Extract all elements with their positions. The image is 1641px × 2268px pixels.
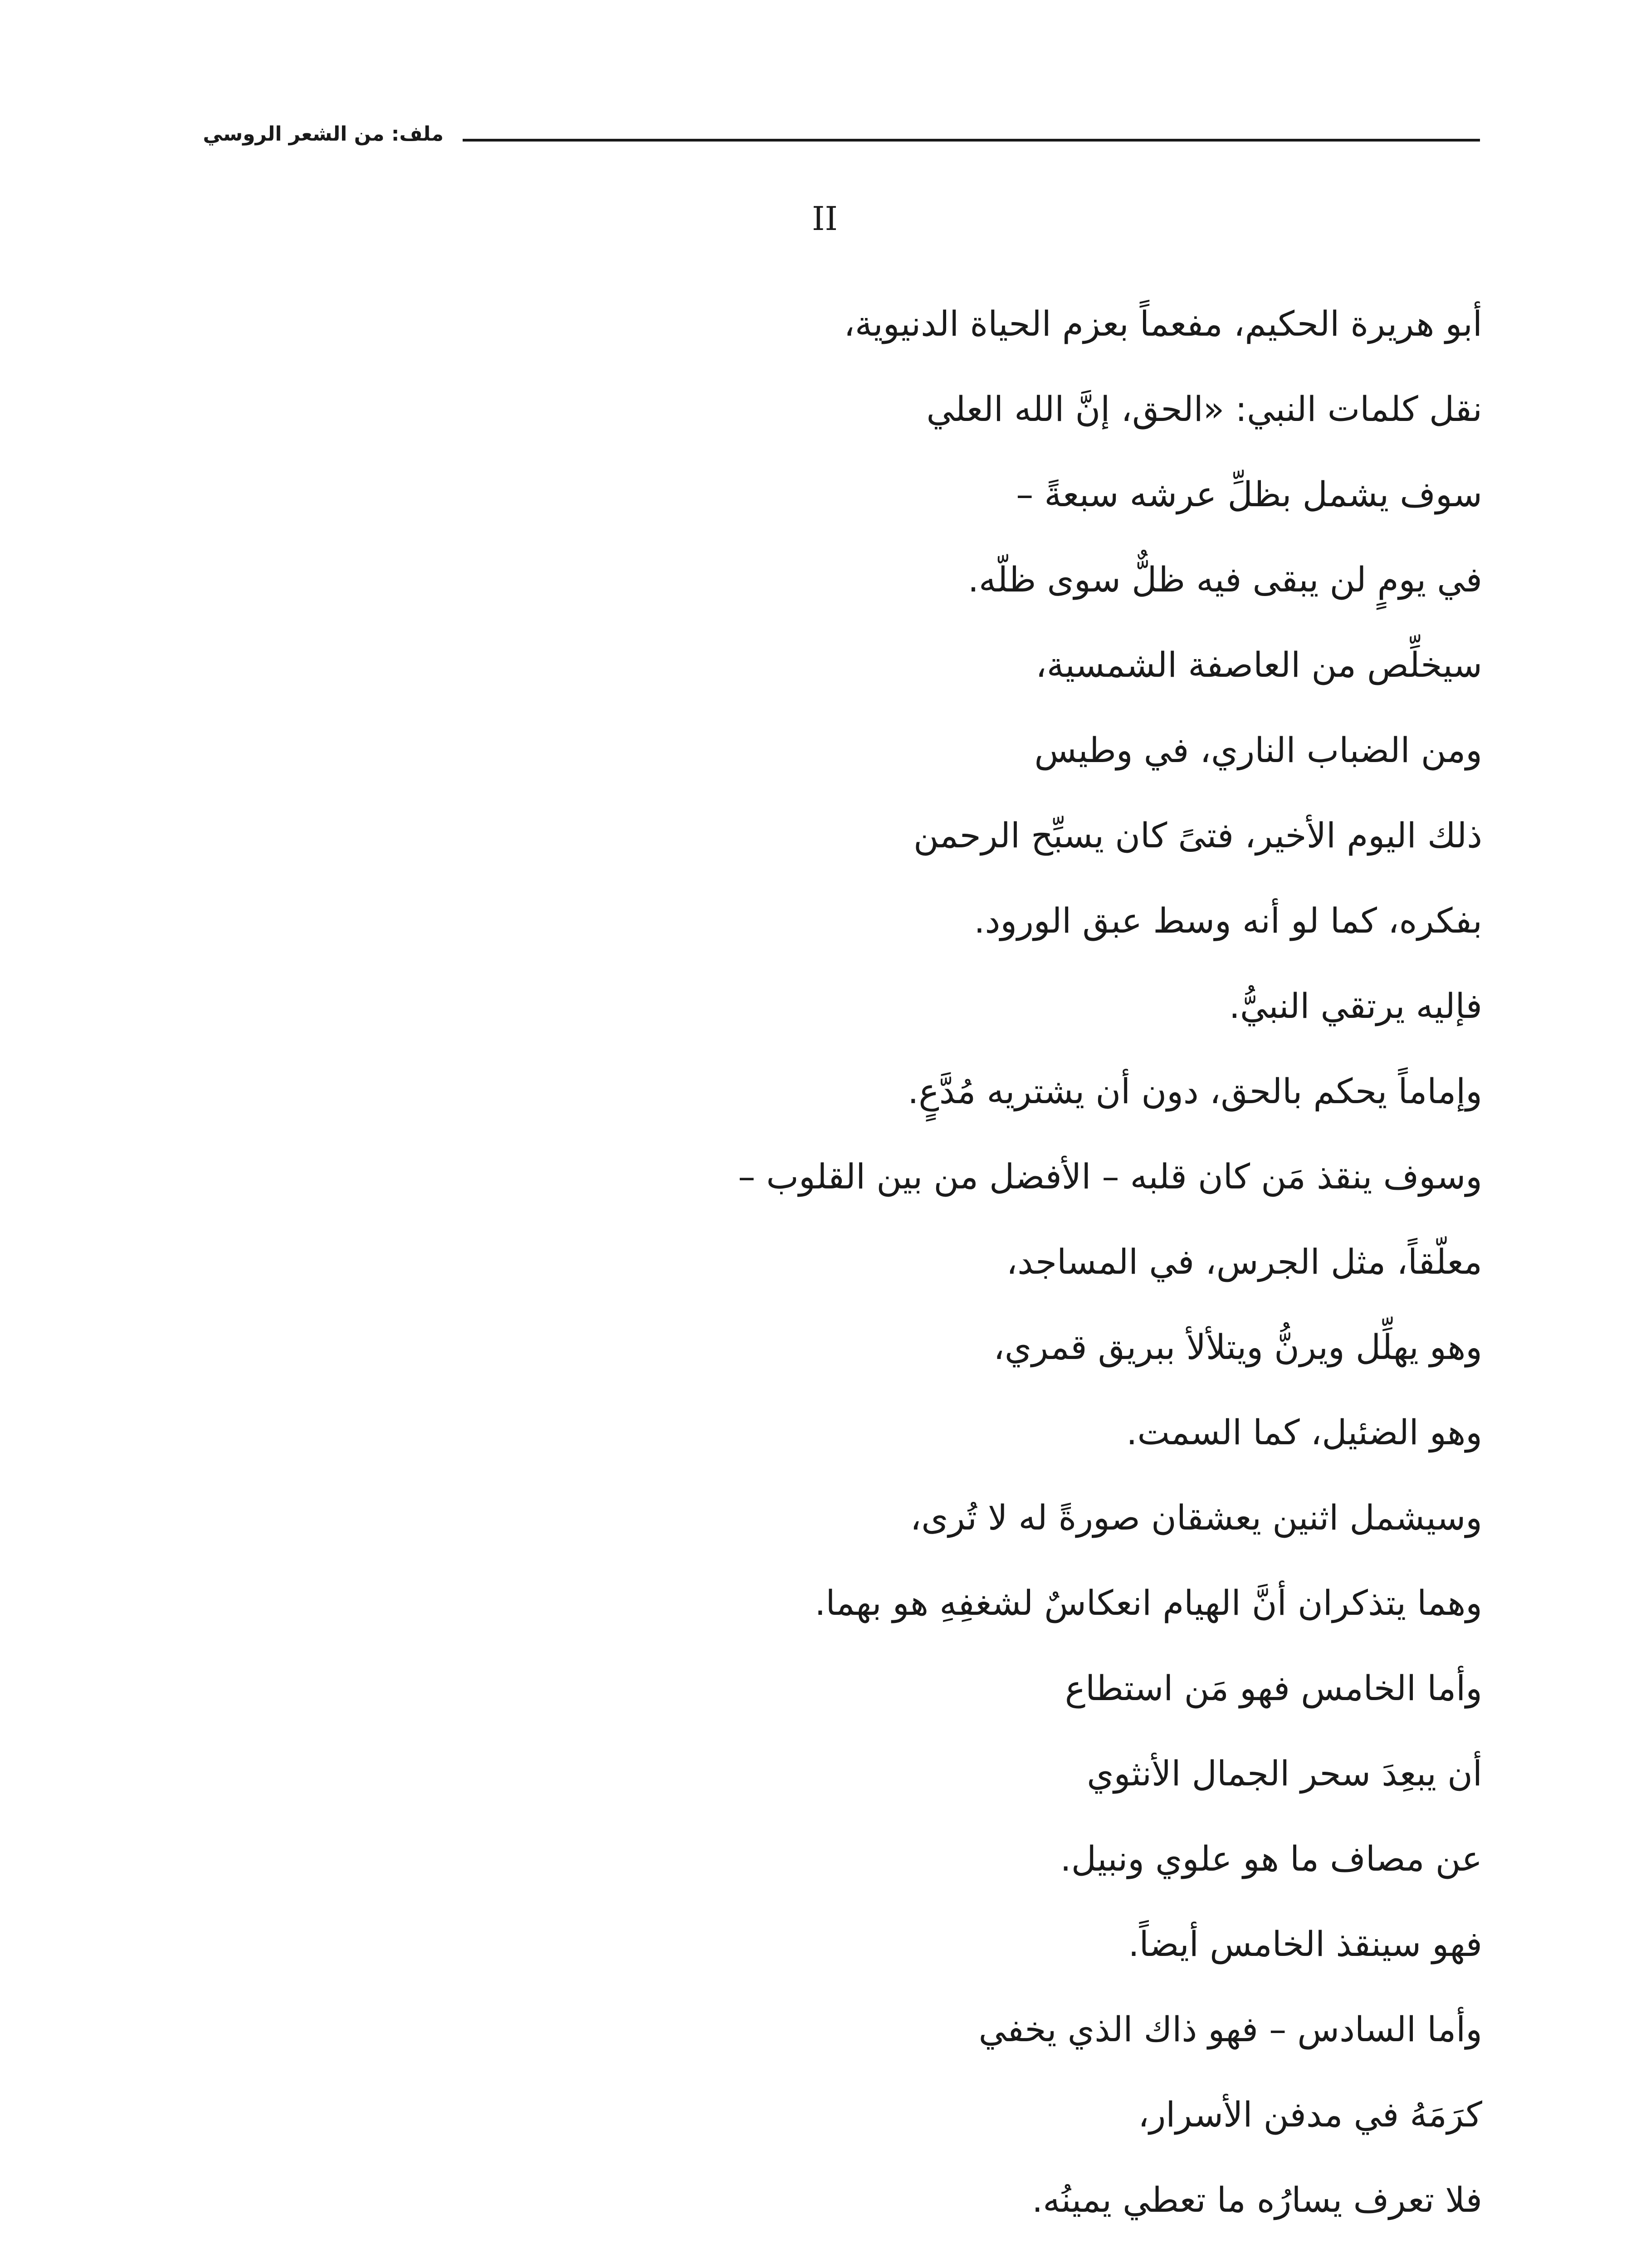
- poem-line: أبو هريرة الحكيم، مفعماً بعزم الحياة الدنيوية،: [844, 303, 1482, 344]
- poem-line: وسوف ينقذ مَن كان قلبه – الأفضل من بين القلوب –: [738, 1156, 1482, 1197]
- poem-line: عن مصاف ما هو علوي ونبيل.: [1060, 1838, 1482, 1879]
- poem-line: فلا تعرف يسارُه ما تعطي يمينُه.: [1032, 2180, 1482, 2220]
- poem-line: ذلك اليوم الأخير، فتىً كان يسبِّح الرحمن: [913, 815, 1482, 855]
- section-numeral: II: [812, 200, 838, 238]
- poem-line: وإماماً يحكم بالحق، دون أن يشتريه مُدَّعٍ.: [908, 1071, 1482, 1111]
- poem-line: كرَمَهُ في مدفن الأسرار،: [1138, 2094, 1482, 2135]
- header-rule: [463, 139, 1480, 142]
- poem-line: معلّقاً، مثل الجرس، في المساجد،: [1006, 1242, 1482, 1282]
- running-header-section-label: ملف: من الشعر الروسي: [203, 122, 444, 146]
- poem-line: وهو يهلِّل ويرنُّ ويتلألأ ببريق قمري،: [993, 1327, 1482, 1367]
- poem-line: فهو سينقذ الخامس أيضاً.: [1128, 1924, 1482, 1964]
- poem-body: [394, 281, 1482, 2243]
- poem-line: بفكره، كما لو أنه وسط عبق الورود.: [974, 900, 1482, 941]
- poem-line: وهما يتذكران أنَّ الهيام انعكاسٌ لشغفِهِ هو بهما.: [815, 1583, 1482, 1623]
- poem-line: وسيشمل اثنين يعشقان صورةً له لا تُرى،: [910, 1497, 1482, 1538]
- poem-line: وأما السادس – فهو ذاك الذي يخفي: [978, 2009, 1482, 2049]
- poem-line: أن يبعِدَ سحر الجمال الأنثوي: [1087, 1753, 1482, 1794]
- poem-line: سيخلِّص من العاصفة الشمسية،: [1035, 645, 1482, 685]
- poem-line: نقل كلمات النبي: «الحق، إنَّ الله العلي: [926, 389, 1482, 429]
- poem-line: فإليه يرتقي النبيُّ.: [1229, 986, 1482, 1026]
- poem-line: ومن الضباب الناري، في وطيس: [1034, 730, 1482, 770]
- poem-line: في يومٍ لن يبقى فيه ظلٌّ سوى ظلّه.: [967, 559, 1482, 600]
- poem-line: وهو الضئيل، كما السمت.: [1126, 1412, 1482, 1452]
- poem-line: وأما الخامس فهو مَن استطاع: [1065, 1668, 1482, 1708]
- poem-line: سوف يشمل بظلِّ عرشه سبعةً –: [1016, 474, 1482, 514]
